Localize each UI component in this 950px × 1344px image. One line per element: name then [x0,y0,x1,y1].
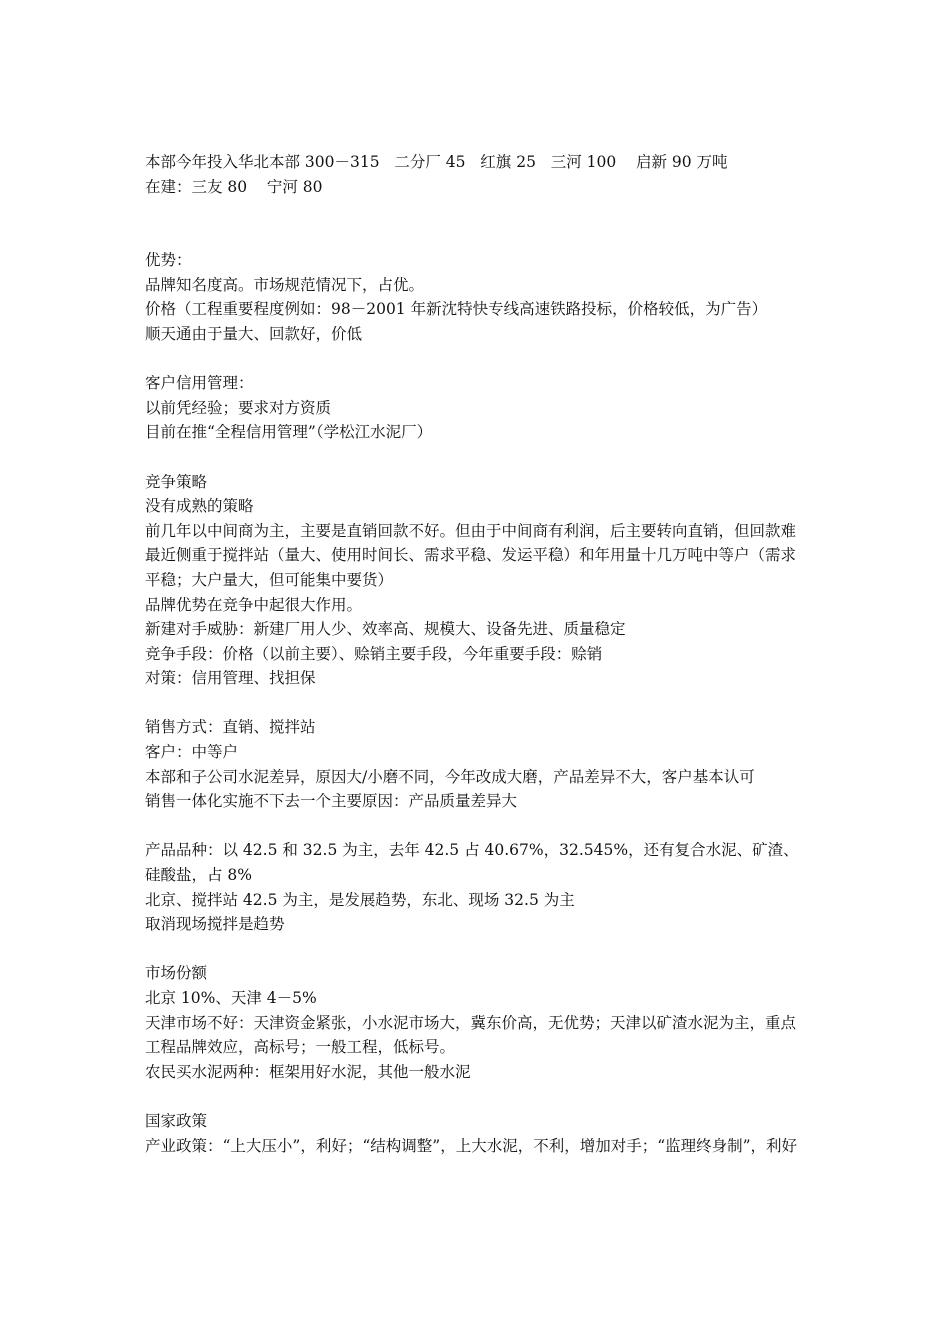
section-heading-credit: 客户信用管理： [145,374,254,393]
strategy-item: 最近侧重于搅拌站（量大、使用时间长、需求平稳、发运平稳）和年用量十几万吨中等户（需求平稳；大户量大，但可能集中要货） [145,546,797,589]
credit-item: 目前在推“全程信用管理”（学松江水泥厂） [145,423,433,442]
strategy-item: 对策：信用管理、找担保 [145,669,316,688]
spacer [145,1084,810,1109]
spacer [145,445,810,470]
spacer [145,199,810,248]
advantages-item: 价格（工程重要程度例如：98－2001 年新沈特快专线高速铁路投标，价格较低，为广告） [145,300,768,319]
sales-item: 销售一体化实施不下去一个主要原因：产品质量差异大 [145,792,518,811]
spacer [145,347,810,372]
market-item: 北京 10%、天津 4－5% [145,989,317,1007]
section-heading-strategy: 竞争策略 [145,472,208,491]
intro-line-investment: 本部今年投入华北本部 300－315 二分厂 45 红旗 25 三河 100 启新 90 万吨 [145,153,728,171]
credit-item: 以前凭经验；要求对方资质 [145,398,332,417]
sales-item: 客户：中等户 [145,743,239,762]
strategy-item: 品牌优势在竞争中起很大作用。 [145,595,363,614]
products-item: 取消现场搅拌是趋势 [145,915,285,934]
section-heading-policy: 国家政策 [145,1111,208,1130]
policy-item: 产业政策：“上大压小”，利好；“结构调整”，上大水泥，不利，增加对手；“监理终身制”，利好 [145,1136,798,1155]
section-heading-advantages: 优势： [145,251,192,270]
market-item: 农民买水泥两种：框架用好水泥，其他一般水泥 [145,1062,471,1081]
intro-line-under-construction: 在建：三友 80 宁河 80 [145,177,323,196]
document-body [145,150,810,1158]
spacer [145,691,810,716]
section-heading-products: 产品品种：以 42.5 和 32.5 为主，去年 42.5 占 40.67%，32.545%，还有复合水泥、矿渣、硅酸盐，占 8% [145,841,799,885]
advantages-item: 品牌知名度高。市场规范情况下，占优。 [145,275,425,294]
strategy-item: 新建对手威胁：新建厂用人少、效率高、规模大、设备先进、质量稳定 [145,620,626,639]
section-heading-sales: 销售方式：直销、搅拌站 [145,718,316,737]
section-heading-market-share: 市场份额 [145,964,208,983]
sales-item: 本部和子公司水泥差异，原因大/小磨不同，今年改成大磨，产品差异不大，客户基本认可 [145,767,755,786]
market-item: 天津市场不好：天津资金紧张，小水泥市场大，冀东价高，无优势；天津以矿渣水泥为主，重点工程品牌效应，高标号；一般工程，低标号。 [145,1013,797,1057]
strategy-item: 没有成熟的策略 [145,497,254,516]
spacer [145,937,810,962]
advantages-item: 顺天通由于量大、回款好，价低 [145,324,363,343]
spacer [145,814,810,839]
strategy-item: 前几年以中间商为主，主要是直销回款不好。但由于中间商有利润，后主要转向直销，但回款难 [145,521,797,540]
strategy-item: 竞争手段：价格（以前主要）、赊销主要手段，今年重要手段：赊销 [145,644,603,663]
products-item: 北京、搅拌站 42.5 为主，是发展趋势，东北、现场 32.5 为主 [145,890,575,909]
